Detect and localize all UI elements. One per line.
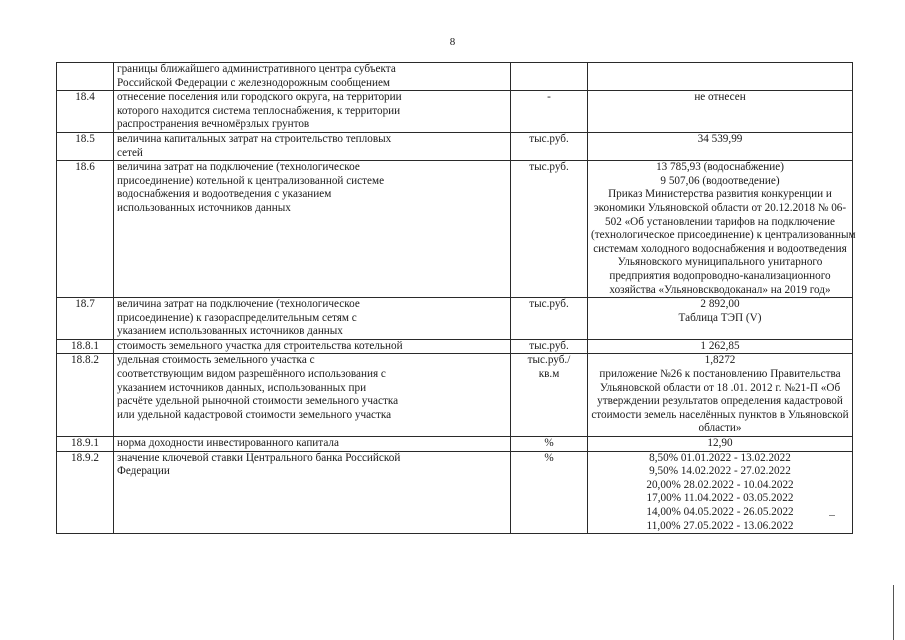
value-line: 34 539,99 (697, 132, 743, 145)
parameter-name (114, 91, 511, 133)
parameter-name-line: Федерации (117, 465, 170, 478)
unit: тыс.руб. (511, 161, 588, 298)
scan-artifact (829, 515, 835, 516)
parameter-name (114, 161, 511, 298)
value-line: 20,00% 28.02.2022 - 10.04.2022 (646, 478, 794, 491)
row-number: 18.5 (57, 132, 114, 160)
value (588, 91, 853, 133)
value-line: приложение №26 к постановлению Правительства (599, 368, 841, 381)
parameter-name (114, 339, 511, 354)
value-line: 9 507,06 (водоотведение) (660, 174, 780, 187)
value (588, 339, 853, 354)
value-line: 8,50% 01.01.2022 - 13.02.2022 (649, 451, 791, 464)
parameter-name (114, 298, 511, 340)
row-number: 18.6 (57, 161, 114, 298)
unit: % (511, 451, 588, 534)
value-line: 9,50% 14.02.2022 - 27.02.2022 (649, 465, 791, 478)
parameters-table (56, 62, 856, 534)
row-number: 18.7 (57, 298, 114, 340)
parameter-name-line: сетей (117, 146, 143, 159)
row-number: 18.8.1 (57, 339, 114, 354)
parameter-name-line: границы ближайшего административного центра субъекта (117, 63, 396, 75)
parameter-name (114, 437, 511, 452)
parameter-name-line: расчёте удельной рыночной стоимости земельного участка (117, 395, 399, 408)
parameter-name-line: Российской Федерации с железнодорожным сообщением (117, 76, 390, 89)
value-line: не отнесен (694, 91, 746, 104)
parameter-name-line: значение ключевой ставки Центрального банка Российской (117, 451, 401, 464)
unit: тыс.руб. (511, 298, 588, 340)
parameter-name-line: стоимость земельного участка для строительства котельной (117, 339, 403, 352)
value (588, 132, 853, 160)
value-line: 1 262,85 (700, 339, 740, 352)
value-line: области» (698, 422, 742, 435)
parameter-name-line: использованных источников данных (117, 201, 291, 214)
value-line: (технологическое присоединение) к централизованным (591, 229, 856, 242)
unit: тыс.руб. (511, 132, 588, 160)
table-row (57, 298, 853, 340)
table-row (57, 339, 853, 354)
parameter-name (114, 451, 511, 534)
value (588, 451, 853, 534)
parameter-name-line: присоединение) к газораспределительным сетям с (117, 311, 357, 324)
parameter-name-line: удельная стоимость земельного участка с (117, 354, 315, 367)
table-row (57, 63, 853, 91)
unit: - (511, 91, 588, 133)
parameter-name-line: или удельной кадастровой стоимости земельного участка (117, 408, 392, 421)
value-line: 2 892,00 (700, 298, 740, 311)
parameter-name-line: указанием источников данных, использованных при (117, 381, 367, 394)
page-number: 8 (449, 36, 456, 48)
row-number: 18.9.2 (57, 451, 114, 534)
value-line: 11,00% 27.05.2022 - 13.06.2022 (646, 519, 794, 532)
value (588, 161, 856, 298)
row-number: 18.9.1 (57, 437, 114, 452)
value-line: Таблица ТЭП (V) (678, 311, 762, 324)
table-row (57, 451, 853, 534)
parameter-name (114, 132, 511, 160)
value-line: системам холодного водоснабжения и водоотведения (593, 242, 847, 255)
row-number (57, 63, 114, 91)
parameter-name-line: отнесение поселения или городского округа, на территории (117, 91, 402, 104)
value (588, 354, 853, 437)
value-line: стоимости земель населённых пунктов в Ульяновской (591, 408, 849, 421)
value-line: Ульяновского муниципального унитарного (617, 256, 823, 269)
value-line: экономики Ульяновской области от 20.12.2018 № 06- (593, 201, 847, 214)
parameter-name-line: указанием использованных источников данных (117, 325, 343, 338)
parameter-name-line: величина затрат на подключение (технологическое (117, 161, 360, 174)
unit-line: кв.м (538, 368, 560, 381)
value-line: 13 785,93 (водоснабжение) (656, 161, 784, 174)
table-row (57, 161, 853, 298)
parameter-name-line: величина капитальных затрат на строительство тепловых (117, 132, 392, 145)
value-line: 502 «Об установлении тарифов на подключение (605, 215, 835, 228)
value-line: 14,00% 04.05.2022 - 26.05.2022 (646, 506, 794, 518)
parameter-name-line: водоснабжения и водоотведения с указанием (117, 188, 332, 201)
value-line: Приказ Министерства развития конкуренции и (608, 188, 832, 201)
value-line: хозяйства «Ульяновскводоканал» на 2019 год» (609, 283, 831, 296)
parameter-name-line: распространения вечномёрзлых грунтов (117, 118, 310, 131)
value (588, 437, 853, 452)
parameter-name-line: соответствующим видом разрешённого использования с (117, 368, 386, 381)
table-row (57, 132, 853, 160)
parameter-name-line: величина затрат на подключение (технологическое (117, 298, 360, 311)
parameter-name-line: присоединение) котельной к централизованной системе (117, 174, 385, 187)
parameter-name-line: норма доходности инвестированного капитала (117, 437, 339, 450)
value-line: Ульяновской области от 18 .01. 2012 г. №21-П «Об (599, 381, 841, 394)
table-row (57, 437, 853, 452)
value (588, 298, 853, 340)
unit: тыс.руб. (511, 339, 588, 354)
row-number: 18.8.2 (57, 354, 114, 437)
parameter-name (114, 63, 511, 91)
value-line: 1,8272 (704, 354, 736, 367)
unit (511, 354, 588, 437)
value-line: 12,90 (707, 437, 733, 450)
parameter-name-line: которого находится система теплоснабжения, к территории (117, 104, 401, 117)
table-row (57, 354, 853, 437)
unit-line: тыс.руб./ (527, 354, 571, 367)
table-row (57, 91, 853, 133)
parameter-name (114, 354, 511, 437)
value-line: 17,00% 11.04.2022 - 03.05.2022 (646, 492, 794, 505)
value-line: предприятия водопроводно-канализационного (609, 269, 831, 282)
unit: % (511, 437, 588, 452)
unit (511, 63, 588, 91)
value-line: утверждении результатов определения кадастровой (597, 395, 843, 408)
value (588, 63, 853, 91)
row-number: 18.4 (57, 91, 114, 133)
scan-artifact (893, 585, 894, 640)
